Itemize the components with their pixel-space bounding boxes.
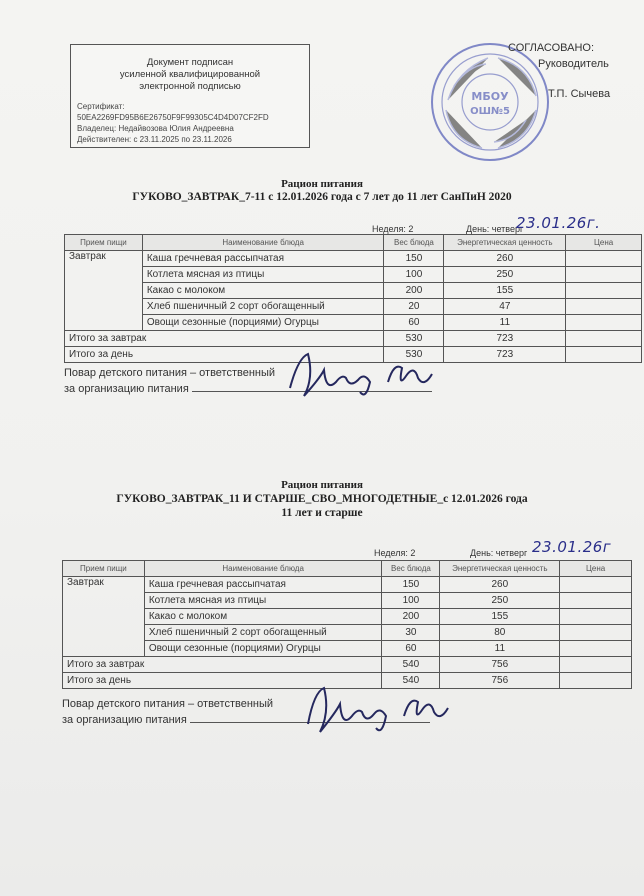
weight-cell: 30 xyxy=(382,625,440,641)
cert-validity: Действителен: с 23.11.2025 по 23.11.2026 xyxy=(77,135,232,144)
svg-text:ОШ№5: ОШ№5 xyxy=(470,106,510,117)
price-cell xyxy=(566,267,642,283)
total-label: Итого за завтрак xyxy=(63,657,382,673)
table-row xyxy=(63,577,632,593)
section2-handwritten-date: 23.01.26г xyxy=(532,538,612,556)
total-weight: 530 xyxy=(384,347,444,363)
section2-title: Рацион питания xyxy=(281,479,363,491)
energy-cell: 11 xyxy=(444,315,566,331)
cert-value: 50EA2269FD95B6E26750F9F99305C4D4D07CF2FD xyxy=(77,113,269,122)
total-weight: 530 xyxy=(384,331,444,347)
section1-day: День: четверг xyxy=(466,224,524,234)
price-cell xyxy=(560,625,632,641)
price-cell xyxy=(560,609,632,625)
total-price xyxy=(560,657,632,673)
footer-line1: Повар детского питания – ответственный xyxy=(62,698,274,710)
meal-cell: Завтрак xyxy=(63,577,145,657)
table-row xyxy=(63,593,632,609)
section2-menu-table xyxy=(62,560,632,689)
section2-day: День: четверг xyxy=(470,548,528,558)
dish-cell: Овощи сезонные (порциями) Огурцы xyxy=(144,641,382,657)
signature-title: Документ подписан усиленной квалифицированной электронной подписью xyxy=(119,57,261,92)
weight-cell: 60 xyxy=(384,315,444,331)
weight-cell: 100 xyxy=(384,267,444,283)
total-price xyxy=(560,673,632,689)
cert-label: Сертификат: xyxy=(77,102,125,111)
total-label: Итого за завтрак xyxy=(65,331,384,347)
weight-cell: 100 xyxy=(382,593,440,609)
dish-cell: Хлеб пшеничный 2 сорт обогащенный xyxy=(142,299,384,315)
price-cell xyxy=(560,593,632,609)
price-cell xyxy=(566,251,642,267)
signature-details xyxy=(77,101,309,145)
weight-cell: 20 xyxy=(384,299,444,315)
section1-handwritten-date: 23.01.26г. xyxy=(516,214,601,232)
section1-title: Рацион питания xyxy=(281,178,363,190)
price-cell xyxy=(560,577,632,593)
price-cell xyxy=(566,283,642,299)
dish-cell: Котлета мясная из птицы xyxy=(142,267,384,283)
total-price xyxy=(566,347,642,363)
section2-week: Неделя: 2 xyxy=(374,548,416,558)
energy-cell: 260 xyxy=(444,251,566,267)
dish-cell: Каша гречневая рассыпчатая xyxy=(144,577,382,593)
e-signature-box xyxy=(70,44,310,148)
weight-cell: 150 xyxy=(382,577,440,593)
col-price: Цена xyxy=(566,235,642,251)
dish-cell: Котлета мясная из птицы xyxy=(144,593,382,609)
total-breakfast-row xyxy=(63,657,632,673)
dish-cell: Какао с молоком xyxy=(142,283,384,299)
price-cell xyxy=(566,315,642,331)
table-header-row xyxy=(65,235,642,251)
section1-week: Неделя: 2 xyxy=(372,224,414,234)
energy-cell: 47 xyxy=(444,299,566,315)
total-energy: 723 xyxy=(444,331,566,347)
cert-owner: Владелец: Недайвозова Юлия Андреевна xyxy=(77,124,234,133)
table-row xyxy=(63,625,632,641)
energy-cell: 155 xyxy=(440,609,560,625)
footer-line2: за организацию питания xyxy=(62,714,187,726)
energy-cell: 11 xyxy=(440,641,560,657)
energy-cell: 260 xyxy=(440,577,560,593)
meal-cell: Завтрак xyxy=(65,251,143,331)
table-row xyxy=(65,299,642,315)
dish-cell: Овощи сезонные (порциями) Огурцы xyxy=(142,315,384,331)
svg-text:МБОУ: МБОУ xyxy=(471,90,509,103)
table-row xyxy=(65,283,642,299)
col-energy: Энергетическая ценность xyxy=(440,561,560,577)
energy-cell: 250 xyxy=(444,267,566,283)
total-breakfast-row xyxy=(65,331,642,347)
section1-subtitle: ГУКОВО_ЗАВТРАК_7-11 с 12.01.2026 года с 7 лет до 11 лет СанПиН 2020 xyxy=(132,191,512,203)
total-label: Итого за день xyxy=(65,347,384,363)
total-energy: 723 xyxy=(444,347,566,363)
table-row xyxy=(65,315,642,331)
col-meal: Прием пищи xyxy=(65,235,143,251)
dish-cell: Какао с молоком xyxy=(144,609,382,625)
col-weight: Вес блюда xyxy=(382,561,440,577)
total-label: Итого за день xyxy=(63,673,382,689)
col-dish: Наименование блюда xyxy=(144,561,382,577)
energy-cell: 250 xyxy=(440,593,560,609)
price-cell xyxy=(566,299,642,315)
approval-block xyxy=(508,40,610,102)
weight-cell: 150 xyxy=(384,251,444,267)
section2-subtitle2: 11 лет и старше xyxy=(281,507,363,519)
footer-line1: Повар детского питания – ответственный xyxy=(64,367,276,379)
table-row xyxy=(63,641,632,657)
col-dish: Наименование блюда xyxy=(142,235,384,251)
table-row xyxy=(65,267,642,283)
weight-cell: 200 xyxy=(384,283,444,299)
weight-cell: 200 xyxy=(382,609,440,625)
table-header-row xyxy=(63,561,632,577)
dish-cell: Каша гречневая рассыпчатая xyxy=(142,251,384,267)
total-energy: 756 xyxy=(440,657,560,673)
handwritten-signature-icon xyxy=(300,680,460,742)
approval-name: Т.П. Сычева xyxy=(548,88,611,100)
footer-line2: за организацию питания xyxy=(64,383,189,395)
total-energy: 756 xyxy=(440,673,560,689)
energy-cell: 155 xyxy=(444,283,566,299)
weight-cell: 60 xyxy=(382,641,440,657)
approval-label: СОГЛАСОВАНО: xyxy=(508,42,595,54)
col-weight: Вес блюда xyxy=(384,235,444,251)
dish-cell: Хлеб пшеничный 2 сорт обогащенный xyxy=(144,625,382,641)
total-weight: 540 xyxy=(382,657,440,673)
total-weight: 540 xyxy=(382,673,440,689)
section2-subtitle: ГУКОВО_ЗАВТРАК_11 И СТАРШЕ_СВО_МНОГОДЕТНЫЕ_с 12.01.2026 года xyxy=(116,493,528,505)
table-row xyxy=(63,609,632,625)
col-price: Цена xyxy=(560,561,632,577)
total-price xyxy=(566,331,642,347)
approval-role: Руководитель xyxy=(538,58,609,70)
energy-cell: 80 xyxy=(440,625,560,641)
col-meal: Прием пищи xyxy=(63,561,145,577)
section1-menu-table xyxy=(64,234,642,363)
handwritten-signature-icon xyxy=(284,348,444,406)
table-row xyxy=(65,251,642,267)
col-energy: Энергетическая ценность xyxy=(444,235,566,251)
price-cell xyxy=(560,641,632,657)
